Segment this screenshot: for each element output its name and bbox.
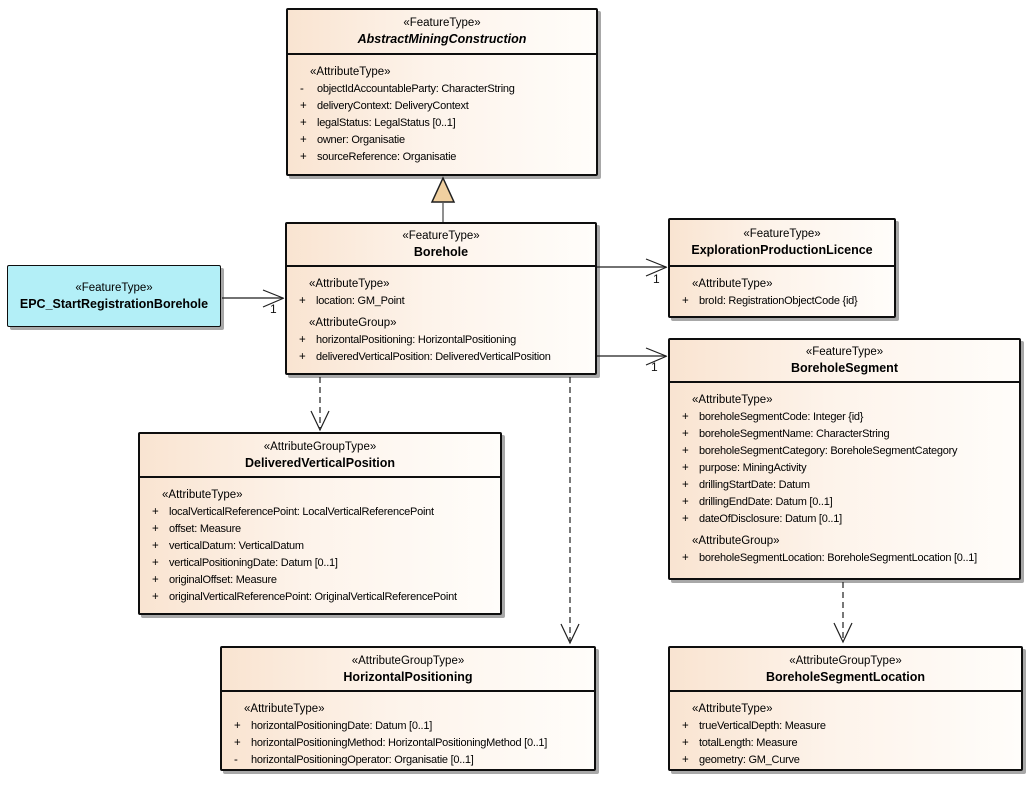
- generalization-connector-borehole-to-abstractminingconstruction[interactable]: [432, 178, 454, 222]
- class-attributes: [287, 267, 595, 366]
- attribute-text: deliveryContext: DeliveryContext: [317, 100, 469, 112]
- attribute-section-stereotype: «AttributeType»: [692, 703, 773, 715]
- attribute-text: dateOfDisclosure: Datum [0..1]: [699, 513, 842, 525]
- stereotype-label: «FeatureType»: [75, 281, 153, 294]
- visibility-marker: +: [682, 445, 689, 457]
- attribute-row: [140, 589, 500, 606]
- visibility-marker: +: [234, 737, 241, 749]
- attribute-text: owner: Organisatie: [317, 134, 405, 146]
- attribute-group-stereotype: «AttributeGroup»: [309, 317, 397, 329]
- class-attributes: [670, 692, 1021, 769]
- class-attributes: [222, 692, 594, 769]
- visibility-marker: +: [682, 411, 689, 423]
- attribute-text: sourceReference: Organisatie: [317, 151, 457, 163]
- visibility-marker: +: [299, 351, 306, 363]
- visibility-marker: +: [299, 295, 306, 307]
- attribute-text: horizontalPositioningDate: Datum [0..1]: [251, 720, 433, 732]
- class-header: [670, 648, 1021, 692]
- attribute-text: verticalPositioningDate: Datum [0..1]: [169, 557, 338, 569]
- visibility-marker: +: [299, 334, 306, 346]
- attribute-row: [670, 550, 1019, 567]
- attribute-section-stereotype: «AttributeType»: [692, 278, 773, 290]
- class-delivered-vertical-position[interactable]: [138, 432, 502, 615]
- attribute-section-stereotype: «AttributeType»: [309, 278, 390, 290]
- attribute-row: [222, 752, 594, 769]
- class-name: HorizontalPositioning: [343, 669, 473, 684]
- class-exploration-production-licence[interactable]: [668, 218, 896, 318]
- attribute-row: [670, 426, 1019, 443]
- class-borehole-segment-location[interactable]: [668, 646, 1023, 771]
- multiplicity-label-epc-to-borehole: 1: [270, 302, 277, 316]
- attribute-text: geometry: GM_Curve: [699, 754, 800, 766]
- class-header: [670, 340, 1019, 383]
- class-attributes: [140, 478, 500, 606]
- class-header: [670, 220, 894, 267]
- class-name: AbstractMiningConstruction: [357, 32, 527, 46]
- stereotype-label: «FeatureType»: [402, 230, 480, 242]
- open-arrowhead-icon: [834, 623, 852, 642]
- attribute-text: drillingEndDate: Datum [0..1]: [699, 496, 833, 508]
- visibility-marker: +: [682, 513, 689, 525]
- attribute-row: [670, 752, 1021, 769]
- attribute-row: [670, 460, 1019, 477]
- class-attributes: [670, 267, 894, 310]
- attribute-row: [670, 409, 1019, 426]
- class-name: DeliveredVerticalPosition: [244, 455, 396, 470]
- attribute-text: objectIdAccountableParty: CharacterString: [317, 83, 515, 95]
- visibility-marker: +: [300, 100, 307, 112]
- class-attributes: [288, 55, 596, 166]
- attribute-row: [670, 443, 1019, 460]
- visibility-marker: +: [682, 720, 689, 732]
- attribute-row: [140, 538, 500, 555]
- stereotype-label: «AttributeGroupType»: [263, 440, 377, 453]
- attribute-group-stereotype: «AttributeGroup»: [692, 535, 780, 547]
- attribute-row: [287, 293, 595, 310]
- attribute-text: legalStatus: LegalStatus [0..1]: [317, 117, 456, 129]
- visibility-marker: +: [682, 496, 689, 508]
- visibility-marker: +: [152, 523, 159, 535]
- attribute-row: [670, 494, 1019, 511]
- attribute-text: originalVerticalReferencePoint: OriginalVerticalReferencePoint: [169, 591, 457, 603]
- visibility-marker: -: [300, 83, 304, 95]
- open-arrowhead-icon: [561, 624, 579, 643]
- attribute-text: deliveredVerticalPosition: DeliveredVerticalPosition: [316, 351, 551, 363]
- attribute-row: [287, 349, 595, 366]
- multiplicity-label-borehole-to-epl: 1: [653, 272, 660, 286]
- attribute-row: [140, 504, 500, 521]
- open-arrowhead-icon: [311, 411, 329, 430]
- stereotype-label: «FeatureType»: [403, 17, 481, 29]
- visibility-marker: +: [682, 737, 689, 749]
- visibility-marker: +: [234, 720, 241, 732]
- visibility-marker: +: [152, 574, 159, 586]
- visibility-marker: +: [682, 552, 689, 564]
- class-name: Borehole: [413, 245, 469, 259]
- visibility-marker: +: [152, 591, 159, 603]
- dependency-connector-borehole-to-deliveredverticalposition[interactable]: [311, 377, 329, 430]
- visibility-marker: +: [682, 462, 689, 474]
- attribute-row: [288, 98, 596, 115]
- visibility-marker: +: [300, 134, 307, 146]
- attribute-row: [222, 718, 594, 735]
- attribute-row: [670, 735, 1021, 752]
- class-header: [288, 10, 596, 55]
- attribute-row: [287, 332, 595, 349]
- stereotype-label: «FeatureType»: [743, 228, 821, 240]
- attribute-text: location: GM_Point: [316, 295, 405, 307]
- attribute-row: [670, 511, 1019, 528]
- visibility-marker: +: [682, 479, 689, 491]
- attribute-row: [140, 572, 500, 589]
- class-name: BoreholeSegment: [791, 361, 898, 375]
- visibility-marker: +: [300, 117, 307, 129]
- class-epc-start-registration-borehole[interactable]: [7, 265, 221, 327]
- attribute-text: horizontalPositioning: HorizontalPositioning: [316, 334, 516, 346]
- class-abstract-mining-construction[interactable]: [286, 8, 598, 176]
- class-header: [287, 224, 595, 267]
- class-header: [222, 648, 594, 692]
- attribute-row: [140, 555, 500, 572]
- attribute-section-stereotype: «AttributeType»: [310, 66, 391, 78]
- class-borehole-segment[interactable]: [668, 338, 1021, 580]
- attribute-row: [140, 521, 500, 538]
- attribute-row: [670, 477, 1019, 494]
- class-borehole[interactable]: [285, 222, 597, 375]
- attribute-row: [288, 115, 596, 132]
- class-name: EPC_StartRegistrationBorehole: [19, 296, 209, 311]
- attribute-text: localVerticalReferencePoint: LocalVerticalReferencePoint: [169, 506, 434, 518]
- attribute-text: boreholeSegmentCode: Integer {id}: [699, 411, 864, 423]
- dependency-connector-borehole-to-horizontalpositioning[interactable]: [561, 377, 579, 643]
- attribute-row: [670, 293, 894, 310]
- visibility-marker: +: [300, 151, 307, 163]
- attribute-text: boreholeSegmentCategory: BoreholeSegmentCategory: [699, 445, 958, 457]
- attribute-text: offset: Measure: [169, 523, 241, 535]
- attribute-text: horizontalPositioningMethod: HorizontalPositioningMethod [0..1]: [251, 737, 548, 749]
- attribute-text: trueVerticalDepth: Measure: [699, 720, 826, 732]
- attribute-row: [288, 132, 596, 149]
- multiplicity-label-borehole-to-bhs: 1: [651, 360, 658, 374]
- visibility-marker: +: [682, 754, 689, 766]
- attribute-row: [222, 735, 594, 752]
- class-header: [140, 434, 500, 478]
- dependency-connector-boreholesegment-to-boreholesegmentlocation[interactable]: [834, 582, 852, 642]
- attribute-row: [670, 718, 1021, 735]
- visibility-marker: -: [234, 754, 238, 766]
- stereotype-label: «AttributeGroupType»: [351, 654, 465, 667]
- attribute-text: verticalDatum: VerticalDatum: [169, 540, 304, 552]
- class-name: BoreholeSegmentLocation: [765, 669, 926, 684]
- attribute-text: boreholeSegmentName: CharacterString: [699, 428, 890, 440]
- attribute-text: horizontalPositioningOperator: Organisatie [0..1]: [251, 754, 474, 766]
- attribute-section-stereotype: «AttributeType»: [244, 703, 325, 715]
- generalization-triangle-icon: [432, 178, 454, 202]
- visibility-marker: +: [682, 428, 689, 440]
- attribute-text: drillingStartDate: Datum: [699, 479, 810, 491]
- attribute-text: purpose: MiningActivity: [699, 462, 807, 474]
- visibility-marker: +: [152, 506, 159, 518]
- visibility-marker: +: [152, 540, 159, 552]
- class-attributes: [670, 383, 1019, 567]
- stereotype-label: «FeatureType»: [805, 346, 884, 358]
- attribute-text: boreholeSegmentLocation: BoreholeSegmentLocation [0..1]: [699, 552, 977, 564]
- stereotype-label: «AttributeGroupType»: [789, 654, 902, 667]
- attribute-section-stereotype: «AttributeType»: [162, 489, 243, 501]
- attribute-text: originalOffset: Measure: [169, 574, 277, 586]
- attribute-row: [288, 81, 596, 98]
- visibility-marker: +: [152, 557, 159, 569]
- attribute-row: [288, 149, 596, 166]
- attribute-text: totalLength: Measure: [699, 737, 798, 749]
- visibility-marker: +: [682, 295, 689, 307]
- class-name: ExplorationProductionLicence: [691, 243, 873, 257]
- attribute-text: broId: RegistrationObjectCode {id}: [699, 295, 858, 307]
- attribute-section-stereotype: «AttributeType»: [692, 394, 773, 406]
- class-horizontal-positioning[interactable]: [220, 646, 596, 771]
